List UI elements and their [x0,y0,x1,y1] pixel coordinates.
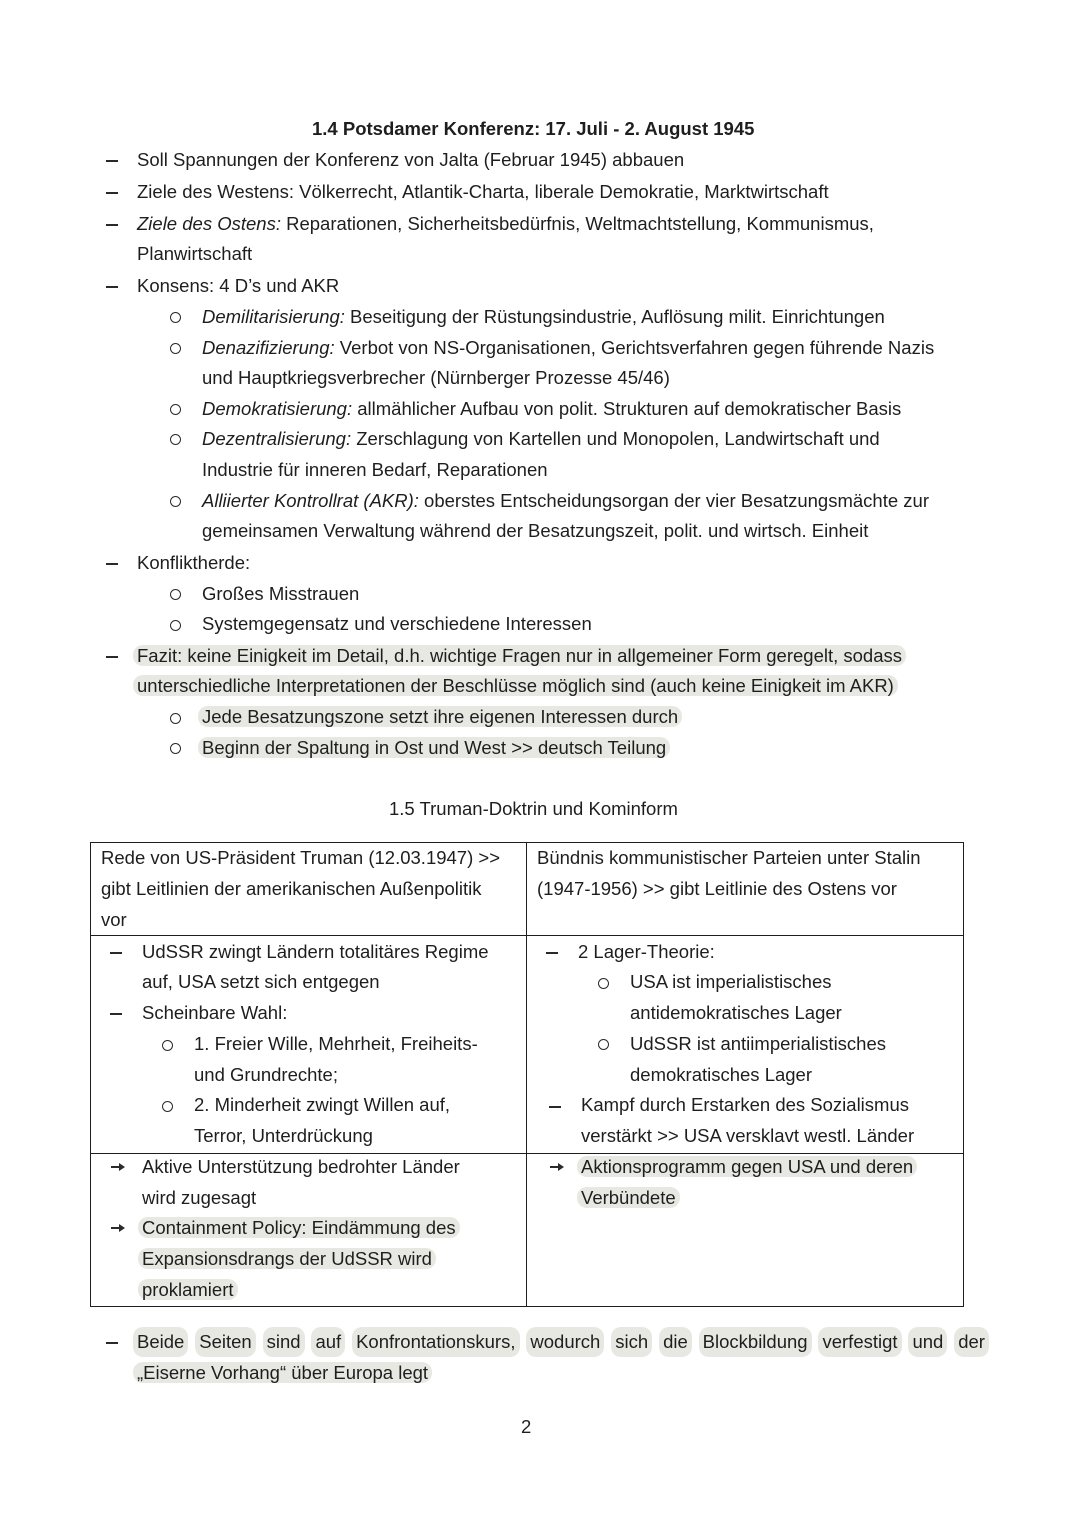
circle-bullet [170,343,181,354]
arrow-bullet-icon [111,1166,123,1168]
highlight: Aktionsprogramm gegen USA und deren [577,1156,917,1177]
circle-bullet [162,1040,173,1051]
table-divider [526,842,527,1307]
sub-systemgegensatz: Systemgegensatz und verschiedene Interessen [202,613,592,634]
cell-lager-theorie: 2 Lager-Theorie: [578,941,715,962]
cell-udssr-antiimperialistisch: UdSSR ist antiimperialistisches [630,1033,887,1054]
circle-bullet [162,1101,173,1112]
bullet-konfrontationskurs: Beide Seiten sind auf Konfrontationskurs, wodurch sich die Blockbildung verfestigt und der [137,1327,985,1357]
page-number: 2 [521,1416,532,1437]
cell-usa-imperialistisch: USA ist imperialistisches [630,971,832,992]
dash-bullet [110,952,122,954]
table-head-left: vor [101,909,127,930]
bullet-konfrontationskurs-cont [137,1358,428,1388]
cell-aktionsprogramm [581,1152,913,1182]
dash-bullet [549,1106,561,1108]
circle-bullet [170,434,181,445]
circle-bullet [170,589,181,600]
highlight: Fazit: keine Einigkeit im Detail, d.h. wichtige Fragen nur in allgemeiner Form geregelt, sodass [133,645,906,666]
circle-bullet [170,713,181,724]
bullet-osten-cont: Planwirtschaft [137,243,253,264]
table-head-right: (1947-1956) >> gibt Leitlinie des Ostens vor [537,878,897,899]
sub-denazifizierung: Denazifizierung: Verbot von NS-Organisationen, Gerichtsverfahren gegen führende Nazis [202,337,935,358]
highlight: unterschiedliche Interpretationen der Beschlüsse möglich sind (auch keine Einigkeit im AKR) [133,675,898,696]
sub-denazifizierung-cont: und Hauptkriegsverbrecher (Nürnberger Prozesse 45/46) [202,367,670,388]
cell-udssr-antiimperialistisch-cont: demokratisches Lager [630,1064,813,1085]
highlight: Verbündete [577,1187,680,1208]
bullet-jalta: Soll Spannungen der Konferenz von Jalta (Februar 1945) abbauen [137,149,685,170]
cell-aktive-unterstuetzung-cont: wird zugesagt [142,1187,257,1208]
circle-bullet [170,743,181,754]
circle-bullet [598,1039,609,1050]
cell-usa-imperialistisch-cont: antidemokratisches Lager [630,1002,842,1023]
sub-misstrauen: Großes Misstrauen [202,583,360,604]
bullet-osten: Ziele des Ostens: Reparationen, Sicherheitsbedürfnis, Weltmachtstellung, Kommunismus, [137,213,874,234]
dash-bullet [106,1342,118,1344]
cell-freier-wille: 1. Freier Wille, Mehrheit, Freiheits- [194,1033,478,1054]
section-title-potsdam: 1.4 Potsdamer Konferenz: 17. Juli - 2. August 1945 [312,118,755,139]
highlight: Beginn der Spaltung in Ost und West >> deutsch Teilung [198,737,670,758]
sub-dezentralisierung: Dezentralisierung: Zerschlagung von Kartellen und Monopolen, Landwirtschaft und [202,428,880,449]
dash-bullet [546,952,558,954]
bullet-fazit [137,641,902,671]
table-head-left: gibt Leitlinien der amerikanischen Außenpolitik [101,878,482,899]
circle-bullet [170,312,181,323]
cell-minderheit-cont: Terror, Unterdrückung [194,1125,373,1146]
sub-akr: Alliierter Kontrollrat (AKR): oberstes Entscheidungsorgan der vier Besatzungsmächte zur [202,490,929,511]
table-head-right: Bündnis kommunistischer Parteien unter Stalin [537,847,921,868]
sub-demilitarisierung: Demilitarisierung: Beseitigung der Rüstungsindustrie, Auflösung milit. Einrichtungen [202,306,885,327]
dash-bullet [106,656,118,658]
cell-kampf-cont: verstärkt >> USA versklavt westl. Länder [581,1125,915,1146]
cell-containment [142,1213,456,1243]
highlight: proklamiert [138,1279,238,1300]
section-title-truman: 1.5 Truman-Doktrin und Kominform [389,798,678,819]
cell-scheinbare-wahl: Scheinbare Wahl: [142,1002,288,1023]
highlight: Jede Besatzungszone setzt ihre eigenen Interessen durch [198,706,682,727]
circle-bullet [170,620,181,631]
circle-bullet [598,978,609,989]
bullet-westen: Ziele des Westens: Völkerrecht, Atlantik-Charta, liberale Demokratie, Marktwirtschaft [137,181,829,202]
table-divider [90,935,964,936]
cell-freier-wille-cont: und Grundrechte; [194,1064,338,1085]
cell-containment-cont [142,1244,432,1274]
dash-bullet [106,224,118,226]
highlight: „Eiserne Vorhang“ über Europa legt [133,1362,432,1383]
highlight: Containment Policy: Eindämmung des [138,1217,460,1238]
sub-akr-cont: gemeinsamen Verwaltung während der Besatzungszeit, polit. und wirtsch. Einheit [202,520,869,541]
sub-dezentralisierung-cont: Industrie für inneren Bedarf, Reparationen [202,459,548,480]
dash-bullet [106,286,118,288]
arrow-bullet-icon [550,1166,562,1168]
cell-minderheit: 2. Minderheit zwingt Willen auf, [194,1094,451,1115]
label-osten: Ziele des Ostens: [137,213,281,234]
bullet-konsens: Konsens: 4 D’s und AKR [137,275,340,296]
cell-udssr-zwingt: UdSSR zwingt Ländern totalitäres Regime [142,941,489,962]
cell-kampf: Kampf durch Erstarken des Sozialismus [581,1094,909,1115]
dash-bullet [106,192,118,194]
bullet-konfliktherde: Konfliktherde: [137,552,251,573]
sub-demokratisierung: Demokratisierung: allmählicher Aufbau von polit. Strukturen auf demokratischer Basis [202,398,902,419]
dash-bullet [106,160,118,162]
cell-aktionsprogramm-cont [581,1183,676,1213]
circle-bullet [170,404,181,415]
dash-bullet [110,1013,122,1015]
cell-udssr-zwingt-cont: auf, USA setzt sich entgegen [142,971,380,992]
highlight: Expansionsdrangs der UdSSR wird [138,1248,436,1269]
arrow-bullet-icon [111,1227,123,1229]
table-head-left: Rede von US-Präsident Truman (12.03.1947) >> [101,847,501,868]
bullet-fazit-cont [137,671,894,701]
dash-bullet [106,563,118,565]
sub-besatzungszone [202,702,678,732]
cell-containment-cont [142,1275,234,1305]
circle-bullet [170,496,181,507]
cell-aktive-unterstuetzung: Aktive Unterstützung bedrohter Länder [142,1156,460,1177]
sub-spaltung [202,733,666,763]
